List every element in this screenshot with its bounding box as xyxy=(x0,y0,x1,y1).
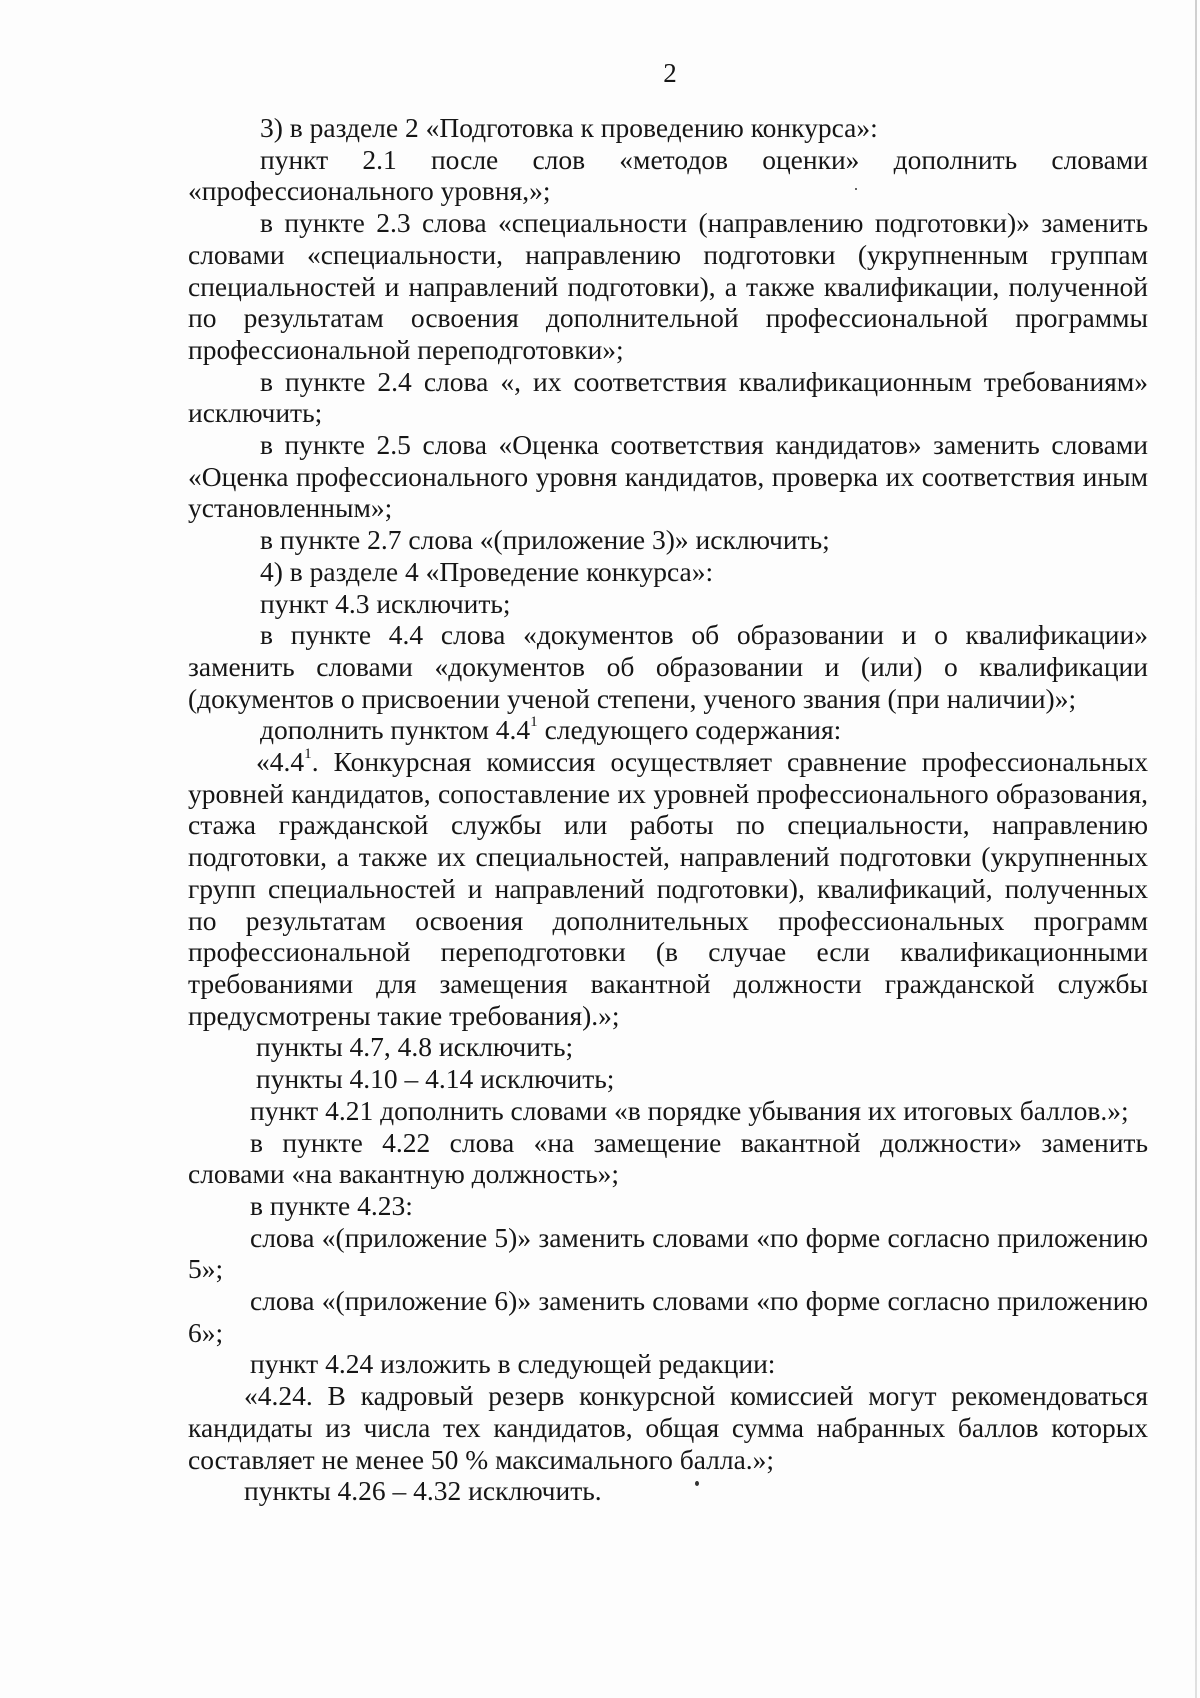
paragraph-item-4-21: пункт 4.21 дополнить словами «в порядке убывания их итоговых баллов.»; xyxy=(250,1094,1129,1126)
paragraph-item-4-24-text: «4.24. В кадровый резерв конкурсной комиссией могут рекомендоваться кандидаты из числа тех кандидатов, общая сумма набранных баллов которых составляет не менее 50 % максимального балла.»; xyxy=(188,1380,1148,1475)
paragraph-items-4-10-4-14: пункты 4.10 – 4.14 исключить; xyxy=(256,1063,615,1095)
paragraph-item-4-3: пункт 4.3 исключить; xyxy=(260,587,511,619)
paragraph-add-item-4-4-1: дополнить пунктом $4.4^1$ следующего содержания: xyxy=(260,714,842,746)
page-number: 2 xyxy=(663,58,677,88)
paragraph-item-4-24: пункт 4.24 изложить в следующей редакции: xyxy=(250,1348,776,1380)
scan-edge-shadow xyxy=(1195,0,1197,1698)
paragraph-section-4-heading: 4) в разделе 4 «Проведение конкурса»: xyxy=(260,555,714,587)
paragraph-item-2-7: в пункте 2.7 слова «(приложение 3)» исключить; xyxy=(260,524,830,556)
superscript-one: 1 xyxy=(530,714,538,731)
paragraph-item-4-22: в пункте 4.22 слова «на замещение вакантной должности» заменить словами «на вакантную должность»; xyxy=(188,1126,1148,1190)
paragraph-items-4-7-4-8: пункты 4.7, 4.8 исключить; xyxy=(256,1031,574,1063)
superscript-one: 1 xyxy=(304,746,312,763)
paragraph-item-4-4-1-text: «$4.4^1$. Конкурсная комиссия осуществляет сравнение профессиональных уровней кандидатов, сопоставление их уровней профессионального образования, стажа гражданской службы или работы по специальности, направлению подготовки, а также их специальностей, направлений подготовки (укрупненных групп специальностей и направлений подготовки), квалификаций, полученных по результатам освоения дополнительных профессиональных программ профессиональной переподготовки (в случае если квалификационными требованиями для замещения вакантной должности гражданской службы предусмотрены такие требования).»; xyxy=(188,746,1148,1031)
paragraph-item-2-4: в пункте 2.4 слова «, их соответствия квалификационным требованиям» исключить; xyxy=(188,365,1148,429)
paragraph-item-4-4: в пункте 4.4 слова «документов об образовании и о квалификации» заменить словами «документов об образовании и (или) о квалификации (документов о присвоении ученой степени, ученого звания (при наличии)»; xyxy=(188,619,1148,714)
paragraph-item-2-1: пункт 2.1 после слов «методов оценки» дополнить словами «профессионального уровня,»; xyxy=(188,143,1148,207)
paragraph-item-4-23: в пункте 4.23: xyxy=(250,1189,413,1221)
paragraph-item-2-5: в пункте 2.5 слова «Оценка соответствия кандидатов» заменить словами «Оценка профессионального уровня кандидатов, проверка их соответствия иным установленным»; xyxy=(188,429,1148,524)
document-body xyxy=(188,112,1148,1507)
paragraph-items-4-26-4-32: пункты 4.26 – 4.32 исключить. xyxy=(244,1475,602,1507)
paragraph-item-4-23-annex-6: слова «(приложение 6)» заменить словами «по форме согласно приложению 6»; xyxy=(188,1285,1148,1348)
paragraph-section-2-heading: 3) в разделе 2 «Подготовка к проведению конкурса»: xyxy=(260,112,878,143)
paragraph-item-2-3: в пункте 2.3 слова «специальности (направлению подготовки)» заменить словами «специальности, направлению подготовки (укрупненным группам специальностей и направлений подготовки), а также квалификации, полученной по результатам освоения дополнительной профессиональной программы профессиональной переподготовки»; xyxy=(188,207,1148,365)
paragraph-item-4-23-annex-5: слова «(приложение 5)» заменить словами «по форме согласно приложению 5»; xyxy=(188,1221,1148,1285)
